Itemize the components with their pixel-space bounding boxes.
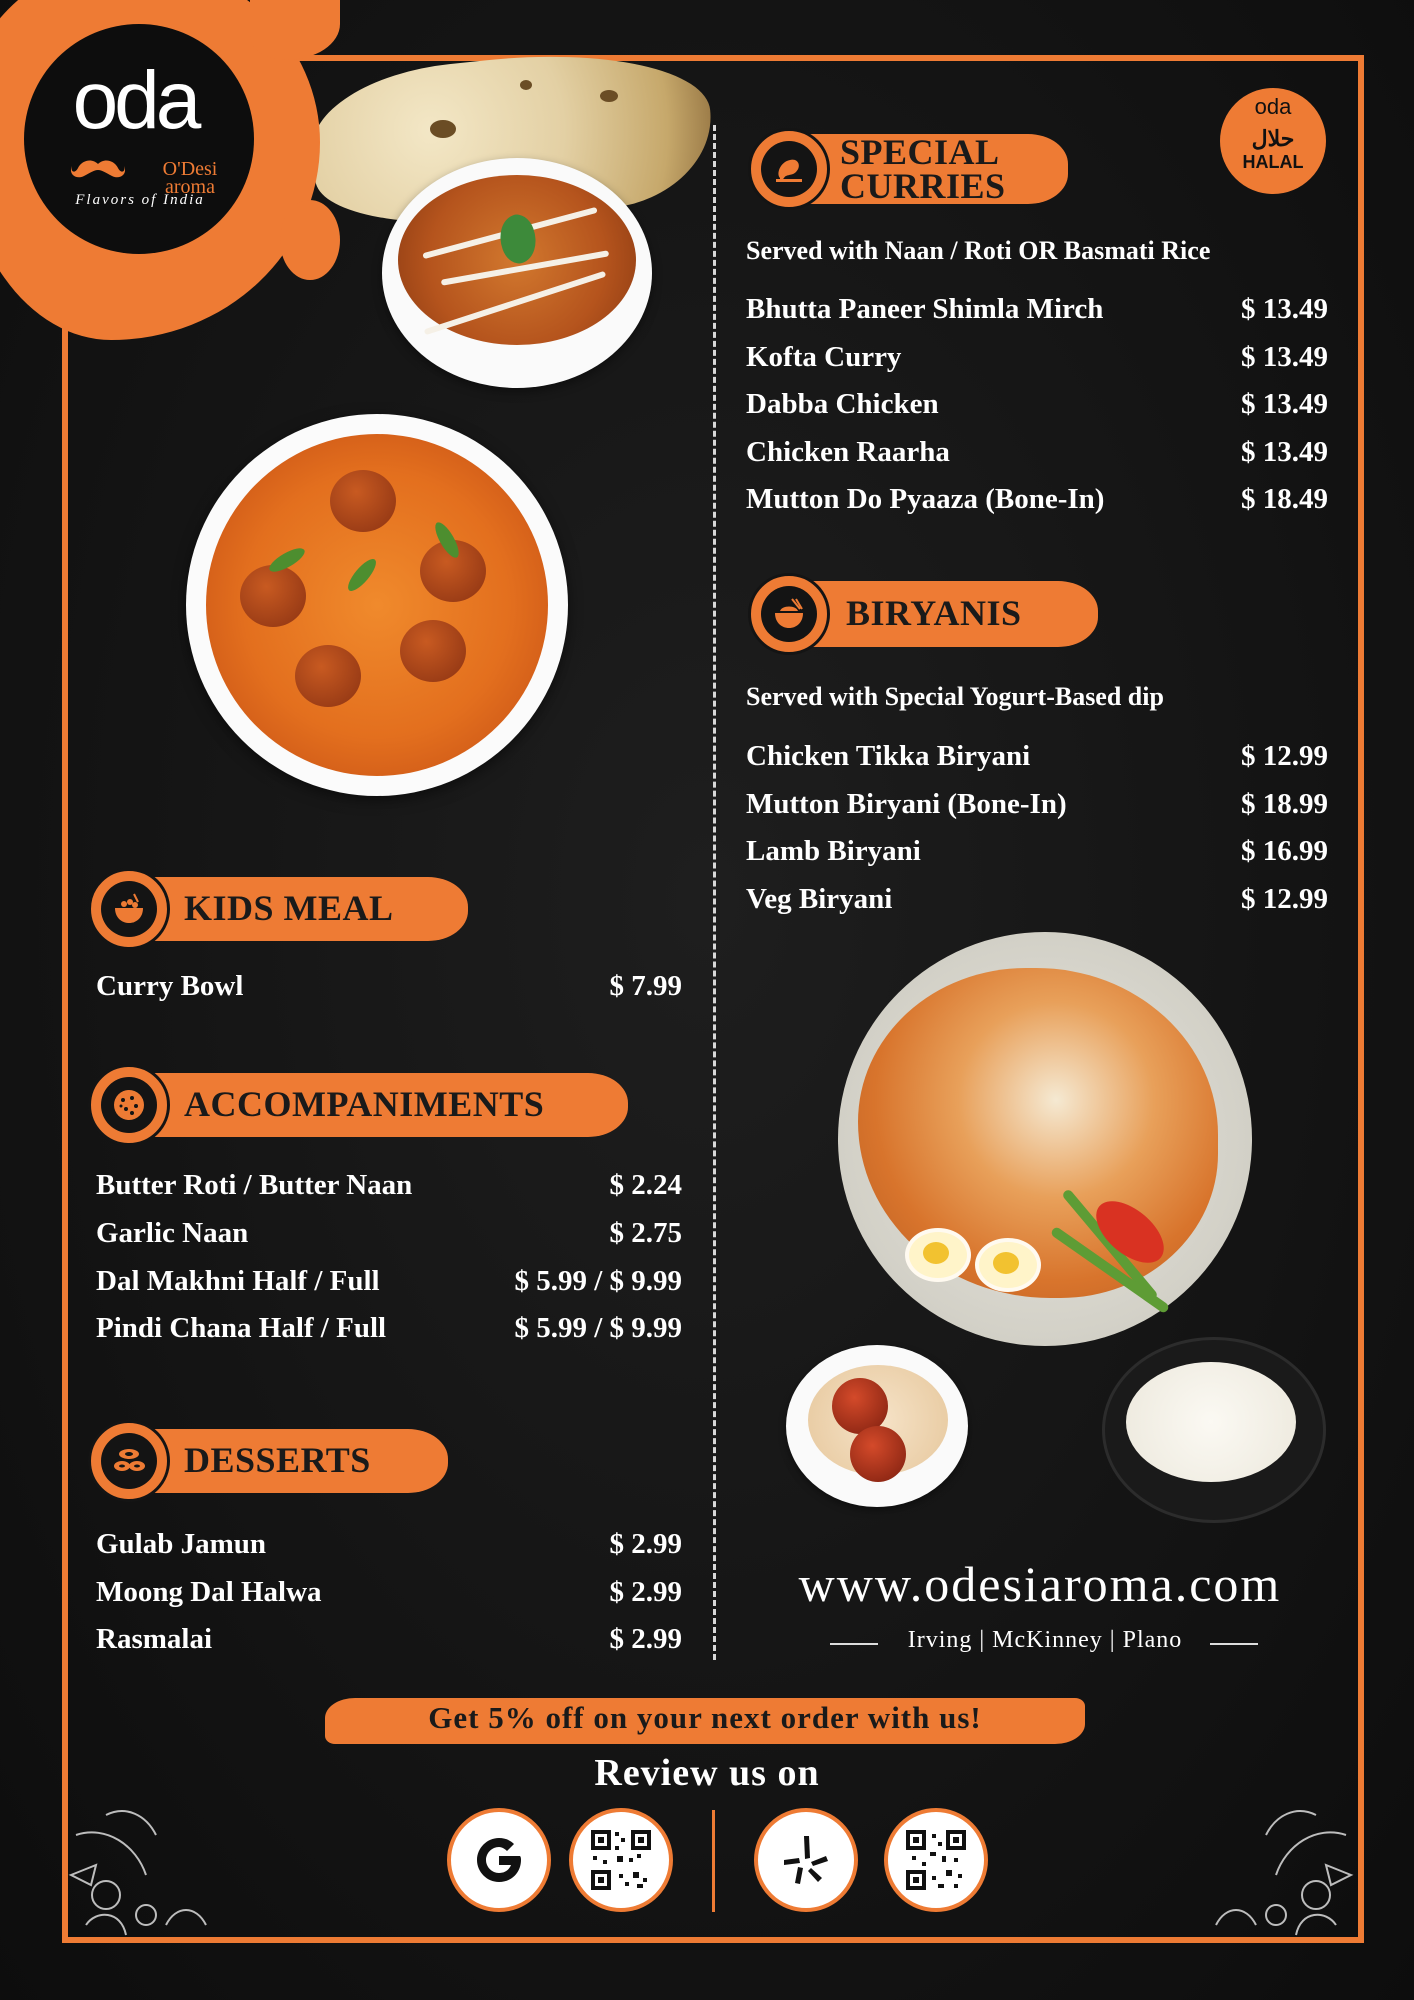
item-price: $ 2.75 — [609, 1217, 682, 1249]
naan-char-spot — [600, 90, 618, 102]
naan-icon — [101, 1077, 157, 1133]
item-price: $ 7.99 — [609, 970, 682, 1002]
kofta-ball — [240, 565, 306, 627]
menu-item — [746, 882, 1328, 916]
menu-item — [96, 1622, 682, 1656]
item-name: Chicken Raarha — [746, 436, 950, 468]
egg-yolk — [923, 1242, 949, 1264]
chicken-leg-icon — [761, 141, 817, 197]
biryanis-header — [748, 573, 1108, 655]
item-price: $ 2.99 — [609, 1528, 682, 1560]
gulab-jamun-ball — [850, 1426, 906, 1482]
biryanis-note: Served with Special Yogurt-Based dip — [746, 682, 1164, 711]
brand-tagline: Flavors of India — [75, 192, 205, 208]
menu-item — [96, 1527, 682, 1561]
item-name: Veg Biryani — [746, 883, 893, 915]
menu-item — [746, 292, 1328, 326]
special-curries-note: Served with Naan / Roti OR Basmati Rice — [746, 236, 1211, 265]
menu-item — [746, 787, 1328, 821]
menu-item — [746, 482, 1328, 516]
bowl-icon — [101, 881, 157, 937]
item-price: $ 5.99 / $ 9.99 — [514, 1312, 682, 1344]
header-icon-circle — [88, 1064, 170, 1146]
header-icon-circle — [748, 573, 830, 655]
naan-char-spot — [520, 80, 532, 90]
item-name: Mutton Biryani (Bone-In) — [746, 788, 1067, 820]
item-name: Pindi Chana Half / Full — [96, 1312, 387, 1344]
accompaniments-title: ACCOMPANIMENTS — [184, 1084, 545, 1124]
locations-text: Irving | McKinney | Plano — [907, 1627, 1183, 1653]
menu-item — [746, 739, 1328, 773]
brand-sub-line1: O'Desi — [162, 158, 218, 180]
kofta-ball — [330, 470, 396, 532]
kids-meal-header — [88, 868, 488, 950]
yelp-icon[interactable] — [754, 1808, 858, 1912]
desserts-title: DESSERTS — [184, 1440, 371, 1480]
raita — [1126, 1362, 1296, 1482]
accompaniments-header — [88, 1064, 648, 1146]
item-name: Dabba Chicken — [746, 388, 939, 420]
mustache-icon — [70, 158, 126, 182]
egg-yolk — [993, 1252, 1019, 1274]
spice-doodle-icon — [1196, 1775, 1356, 1945]
special-curries-title-line1: SPECIAL — [840, 132, 1000, 172]
menu-item — [96, 969, 682, 1003]
item-price: $ 5.99 / $ 9.99 — [514, 1265, 682, 1297]
sweets-icon — [101, 1433, 157, 1489]
promo-text: Get 5% off on your next order with us! — [428, 1700, 982, 1735]
special-curries-title-line2: CURRIES — [840, 166, 1006, 206]
naan-char-spot — [430, 120, 456, 138]
item-name: Garlic Naan — [96, 1217, 249, 1249]
item-price: $ 12.99 — [1241, 883, 1328, 915]
logo-splash — [280, 200, 340, 280]
header-icon-circle — [748, 128, 830, 210]
halal-mini-logo: oda — [1254, 94, 1292, 119]
item-price: $ 2.24 — [609, 1169, 682, 1201]
column-divider — [713, 125, 716, 1660]
item-name: Bhutta Paneer Shimla Mirch — [746, 293, 1104, 325]
halal-label: HALAL — [1242, 152, 1304, 172]
kids-meal-title: KIDS MEAL — [184, 888, 394, 928]
item-price: $ 2.99 — [609, 1623, 682, 1655]
item-name: Mutton Do Pyaaza (Bone-In) — [746, 483, 1105, 515]
review-heading: Review us on — [594, 1752, 820, 1794]
menu-item — [96, 1168, 682, 1202]
item-name: Moong Dal Halwa — [96, 1576, 322, 1608]
google-icon[interactable] — [447, 1808, 551, 1912]
item-name: Rasmalai — [96, 1623, 212, 1655]
special-curries-header — [748, 128, 1068, 210]
brand-sub — [140, 160, 240, 196]
halal-arabic: حلال — [1251, 126, 1295, 151]
item-price: $ 13.49 — [1241, 341, 1328, 373]
website-link[interactable]: www.odesiaroma.com — [798, 1556, 1282, 1612]
item-name: Chicken Tikka Biryani — [746, 740, 1031, 772]
kofta-ball — [400, 620, 466, 682]
item-price: $ 18.99 — [1241, 788, 1328, 820]
item-name: Lamb Biryani — [746, 835, 921, 867]
header-icon-circle — [88, 1420, 170, 1502]
menu-item — [746, 834, 1328, 868]
brand-logo-text: oda — [72, 55, 198, 146]
brand-sub-line2: aroma — [165, 176, 215, 198]
menu-item — [96, 1575, 682, 1609]
spice-doodle-icon — [66, 1775, 226, 1945]
item-price: $ 13.49 — [1241, 293, 1328, 325]
item-name: Dal Makhni Half / Full — [96, 1265, 380, 1297]
menu-item — [96, 1311, 682, 1345]
item-price: $ 12.99 — [1241, 740, 1328, 772]
desserts-header — [88, 1420, 468, 1502]
item-name: Butter Roti / Butter Naan — [96, 1169, 413, 1201]
yelp-qr-code[interactable] — [884, 1808, 988, 1912]
item-name: Curry Bowl — [96, 970, 244, 1002]
rice-bowl-icon — [761, 586, 817, 642]
menu-item — [96, 1264, 682, 1298]
kofta-ball — [295, 645, 361, 707]
header-icon-circle — [88, 868, 170, 950]
item-price: $ 18.49 — [1241, 483, 1328, 515]
menu-item — [746, 387, 1328, 421]
menu-item — [746, 435, 1328, 469]
menu-item — [746, 340, 1328, 374]
review-separator — [712, 1810, 715, 1912]
biryanis-title: BIRYANIS — [846, 593, 1022, 633]
item-name: Kofta Curry — [746, 341, 902, 373]
item-price: $ 13.49 — [1241, 388, 1328, 420]
google-qr-code[interactable] — [569, 1808, 673, 1912]
item-name: Gulab Jamun — [96, 1528, 267, 1560]
item-price: $ 13.49 — [1241, 436, 1328, 468]
item-price: $ 16.99 — [1241, 835, 1328, 867]
menu-item — [96, 1216, 682, 1250]
item-price: $ 2.99 — [609, 1576, 682, 1608]
